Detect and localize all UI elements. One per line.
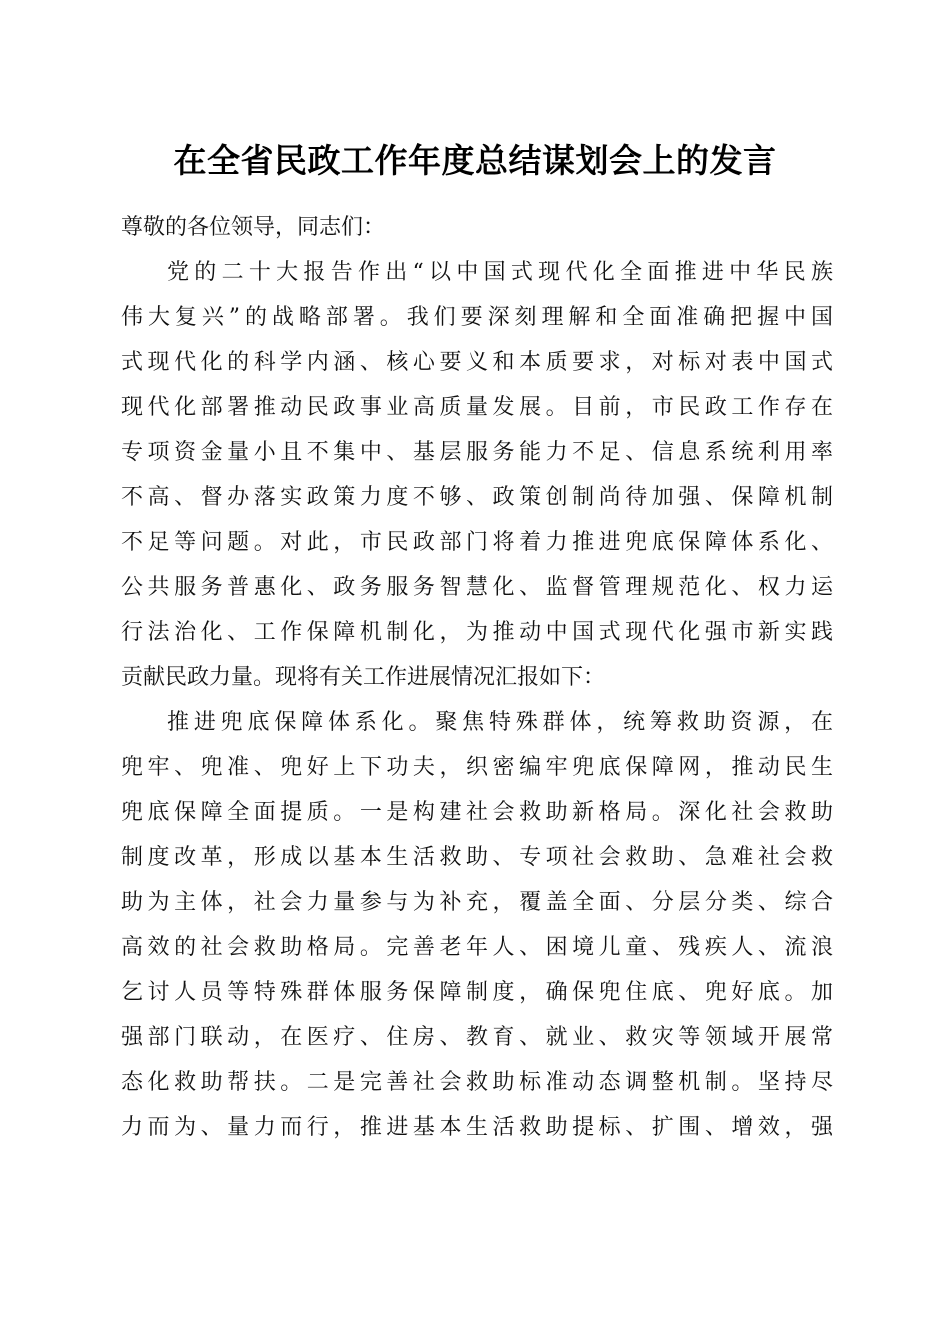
text-line: 党的二十大报告作出“以中国式现代化全面推进中华民族 — [167, 260, 833, 285]
text-line: 现代化部署推动民政事业高质量发展。目前，市民政工作存在 — [121, 395, 833, 420]
text-line: 强部门联动，在医疗、住房、教育、就业、救灾等领域开展常 — [121, 1025, 833, 1050]
text-line: 兜牢、兜准、兜好上下功夫，织密编牢兜底保障网，推动民生 — [121, 755, 833, 780]
text-line: 式现代化的科学内涵、核心要义和本质要求，对标对表中国式 — [121, 350, 833, 375]
text-line: 乞讨人员等特殊群体服务保障制度，确保兜住底、兜好底。加 — [121, 980, 833, 1005]
paragraph-2 — [121, 700, 833, 1150]
document-title: 在全省民政工作年度总结谋划会上的发言 — [173, 141, 777, 180]
text-line: 推进兜底保障体系化。聚焦特殊群体，统筹救助资源，在 — [167, 710, 833, 735]
salutation: 尊敬的各位领导，同志们： — [121, 215, 386, 240]
text-line: 行法治化、工作保障机制化，为推动中国式现代化强市新实践 — [121, 620, 833, 645]
text-line: 制度改革，形成以基本生活救助、专项社会救助、急难社会救 — [121, 845, 833, 870]
text-line: 高效的社会救助格局。完善老年人、困境儿童、残疾人、流浪 — [121, 935, 833, 960]
text-line: 公共服务普惠化、政务服务智慧化、监督管理规范化、权力运 — [121, 575, 833, 600]
text-line: 兜底保障全面提质。一是构建社会救助新格局。深化社会救助 — [121, 800, 833, 825]
text-line: 伟大复兴”的战略部署。我们要深刻理解和全面准确把握中国 — [121, 305, 833, 330]
text-line: 不足等问题。对此，市民政部门将着力推进兜底保障体系化、 — [121, 530, 833, 555]
text-line: 专项资金量小且不集中、基层服务能力不足、信息系统利用率 — [121, 440, 833, 465]
text-line: 力而为、量力而行，推进基本生活救助提标、扩围、增效，强 — [121, 1115, 833, 1140]
text-line: 不高、督办落实政策力度不够、政策创制尚待加强、保障机制 — [121, 485, 833, 510]
document-body — [121, 205, 833, 1150]
text-line: 助为主体，社会力量参与为补充，覆盖全面、分层分类、综合 — [121, 890, 833, 915]
text-line: 贡献民政力量。现将有关工作进展情况汇报如下： — [121, 665, 606, 690]
text-line: 态化救助帮扶。二是完善社会救助标准动态调整机制。坚持尽 — [121, 1070, 833, 1095]
paragraph-1 — [121, 250, 833, 700]
